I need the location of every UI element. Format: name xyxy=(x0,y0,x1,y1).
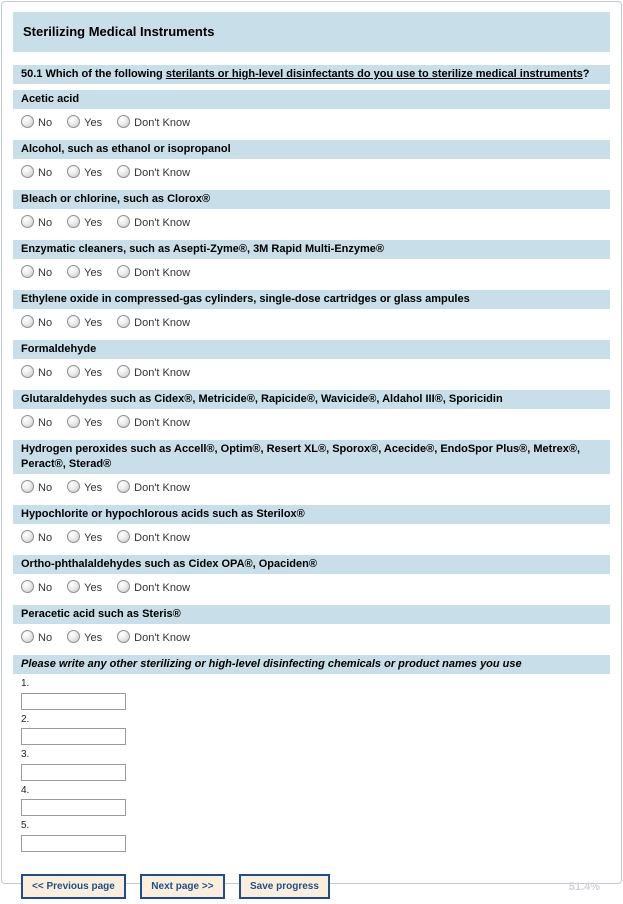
write-in-input-3[interactable] xyxy=(21,764,126,781)
radio-yes[interactable] xyxy=(67,267,102,279)
radio-label: Yes xyxy=(84,482,103,494)
radio-label: Yes xyxy=(84,632,103,644)
radio-label: No xyxy=(38,367,53,379)
radio-label: Yes xyxy=(84,582,103,594)
radio-no[interactable] xyxy=(21,582,52,594)
question-item-glutaraldehydes xyxy=(13,390,610,434)
radio-button-icon[interactable] xyxy=(21,265,34,278)
radio-row xyxy=(13,359,610,384)
radio-no[interactable] xyxy=(21,117,52,129)
previous-page-button[interactable]: << Previous page xyxy=(21,874,126,899)
question-item-acetic-acid xyxy=(13,90,610,134)
radio-button-icon[interactable] xyxy=(21,165,34,178)
field-number: 4. xyxy=(21,784,30,796)
next-page-button[interactable]: Next page >> xyxy=(140,874,224,899)
radio-yes[interactable] xyxy=(67,167,102,179)
radio-label: Don't Know xyxy=(134,167,191,179)
write-in-section xyxy=(13,655,610,852)
radio-row xyxy=(13,574,610,599)
item-header: Hydrogen peroxides such as Accell®, Optim®, Resert XL®, Sporox®, Acecide®, EndoSpor Plus®, Metrex®, Peract®, Sterad® xyxy=(13,440,610,474)
radio-button-icon[interactable] xyxy=(117,630,130,643)
question-item-hypochlorite xyxy=(13,505,610,549)
progress-percent: 51.4% xyxy=(568,880,600,893)
save-progress-button[interactable]: Save progress xyxy=(239,874,330,899)
radio-label: Yes xyxy=(84,167,103,179)
radio-dont-know[interactable] xyxy=(117,267,190,279)
radio-no[interactable] xyxy=(21,367,52,379)
radio-button-icon[interactable] xyxy=(67,215,80,228)
radio-button-icon[interactable] xyxy=(67,265,80,278)
radio-button-icon[interactable] xyxy=(117,265,130,278)
write-in-header: Please write any other sterilizing or high-level disinfecting chemicals or product names you use xyxy=(13,655,610,674)
radio-button-icon[interactable] xyxy=(21,365,34,378)
write-in-input-4[interactable] xyxy=(21,799,126,816)
radio-dont-know[interactable] xyxy=(117,417,190,429)
footer-nav xyxy=(13,874,610,904)
question-prefix: 50.1 Which of the following xyxy=(21,68,166,80)
write-in-field xyxy=(13,714,610,746)
radio-yes[interactable] xyxy=(67,367,102,379)
item-header: Alcohol, such as ethanol or isopropanol xyxy=(13,140,610,159)
radio-label: Yes xyxy=(84,117,103,129)
radio-button-icon[interactable] xyxy=(67,580,80,593)
radio-dont-know[interactable] xyxy=(117,582,190,594)
item-header: Ethylene oxide in compressed-gas cylinders, single-dose cartridges or glass ampules xyxy=(13,290,610,309)
question-item-ortho-phthalaldehydes xyxy=(13,555,610,599)
radio-button-icon[interactable] xyxy=(67,165,80,178)
question-item-peracetic-acid xyxy=(13,605,610,649)
write-in-field xyxy=(13,678,610,710)
radio-row xyxy=(13,474,610,499)
radio-no[interactable] xyxy=(21,632,52,644)
radio-row xyxy=(13,524,610,549)
radio-row xyxy=(13,259,610,284)
radio-no[interactable] xyxy=(21,267,52,279)
radio-label: Yes xyxy=(84,532,103,544)
radio-yes[interactable] xyxy=(67,482,102,494)
radio-label: Yes xyxy=(84,317,103,329)
radio-label: No xyxy=(38,482,53,494)
radio-label: Don't Know xyxy=(134,632,191,644)
radio-dont-know[interactable] xyxy=(117,632,190,644)
radio-label: No xyxy=(38,632,53,644)
question-suffix: ? xyxy=(582,68,590,80)
radio-button-icon[interactable] xyxy=(117,165,130,178)
radio-button-icon[interactable] xyxy=(67,530,80,543)
radio-row xyxy=(13,624,610,649)
radio-yes[interactable] xyxy=(67,632,102,644)
item-header: Glutaraldehydes such as Cidex®, Metricide®, Rapicide®, Wavicide®, Aldahol III®, Sporicidin xyxy=(13,390,610,409)
question-item-alcohol xyxy=(13,140,610,184)
radio-label: No xyxy=(38,532,53,544)
item-header: Acetic acid xyxy=(13,90,610,109)
radio-button-icon[interactable] xyxy=(117,480,130,493)
radio-label: No xyxy=(38,217,53,229)
radio-row xyxy=(13,159,610,184)
radio-no[interactable] xyxy=(21,417,52,429)
question-item-ethylene-oxide xyxy=(13,290,610,334)
radio-label: Yes xyxy=(84,417,103,429)
radio-label: Don't Know xyxy=(134,367,191,379)
write-in-input-2[interactable] xyxy=(21,728,126,745)
radio-dont-know[interactable] xyxy=(117,317,190,329)
radio-button-icon[interactable] xyxy=(117,530,130,543)
radio-no[interactable] xyxy=(21,317,52,329)
radio-dont-know[interactable] xyxy=(117,367,190,379)
radio-label: No xyxy=(38,417,53,429)
radio-label: Yes xyxy=(84,367,103,379)
radio-row xyxy=(13,309,610,334)
item-header: Bleach or chlorine, such as Clorox® xyxy=(13,190,610,209)
radio-button-icon[interactable] xyxy=(67,315,80,328)
field-number: 2. xyxy=(21,713,30,725)
question-item-bleach xyxy=(13,190,610,234)
radio-button-icon[interactable] xyxy=(117,315,130,328)
write-in-input-5[interactable] xyxy=(21,835,126,852)
field-number: 3. xyxy=(21,749,30,760)
radio-row xyxy=(13,409,610,434)
radio-yes[interactable] xyxy=(67,532,102,544)
item-header: Hypochlorite or hypochlorous acids such as Sterilox® xyxy=(13,505,610,524)
radio-label: Don't Know xyxy=(134,582,191,594)
radio-button-icon[interactable] xyxy=(21,115,34,128)
field-number: 1. xyxy=(21,678,30,689)
question-50-1 xyxy=(13,65,610,84)
write-in-field xyxy=(13,785,610,817)
radio-label: Don't Know xyxy=(134,532,191,544)
page-title-text: Sterilizing Medical Instruments xyxy=(23,24,215,39)
write-in-field xyxy=(13,820,610,852)
radio-button-icon[interactable] xyxy=(117,415,130,428)
radio-label: No xyxy=(38,117,53,129)
radio-label: Don't Know xyxy=(134,217,191,229)
radio-button-icon[interactable] xyxy=(67,365,80,378)
radio-dont-know[interactable] xyxy=(117,482,190,494)
radio-button-icon[interactable] xyxy=(21,480,34,493)
write-in-input-1[interactable] xyxy=(21,693,126,710)
item-header: Ortho-phthalaldehydes such as Cidex OPA®, Opaciden® xyxy=(13,555,610,574)
item-header: Peracetic acid such as Steris® xyxy=(13,605,610,624)
survey-page xyxy=(1,1,622,893)
radio-yes[interactable] xyxy=(67,317,102,329)
item-header: Enzymatic cleaners, such as Asepti-Zyme®, 3M Rapid Multi-Enzyme® xyxy=(13,240,610,259)
radio-button-icon[interactable] xyxy=(117,215,130,228)
radio-row xyxy=(13,209,610,234)
radio-yes[interactable] xyxy=(67,117,102,129)
radio-button-icon[interactable] xyxy=(21,630,34,643)
radio-label: No xyxy=(38,267,53,279)
radio-label: Don't Know xyxy=(134,117,191,129)
radio-label: Don't Know xyxy=(134,417,191,429)
radio-button-icon[interactable] xyxy=(117,580,130,593)
field-number: 5. xyxy=(21,820,30,831)
radio-dont-know[interactable] xyxy=(117,167,190,179)
radio-label: No xyxy=(38,582,53,594)
radio-no[interactable] xyxy=(21,167,52,179)
radio-button-icon[interactable] xyxy=(21,315,34,328)
radio-no[interactable] xyxy=(21,217,52,229)
radio-yes[interactable] xyxy=(67,417,102,429)
radio-label: Yes xyxy=(84,217,103,229)
radio-yes[interactable] xyxy=(67,582,102,594)
radio-button-icon[interactable] xyxy=(67,630,80,643)
question-item-enzymatic-cleaners xyxy=(13,240,610,284)
radio-label: No xyxy=(38,167,53,179)
write-in-field xyxy=(13,749,610,781)
radio-yes[interactable] xyxy=(67,217,102,229)
radio-button-icon[interactable] xyxy=(67,115,80,128)
radio-button-icon[interactable] xyxy=(117,115,130,128)
question-item-formaldehyde xyxy=(13,340,610,384)
radio-dont-know[interactable] xyxy=(117,117,190,129)
radio-button-icon[interactable] xyxy=(21,580,34,593)
radio-button-icon[interactable] xyxy=(67,480,80,493)
radio-label: No xyxy=(38,317,53,329)
radio-button-icon[interactable] xyxy=(117,365,130,378)
radio-button-icon[interactable] xyxy=(21,415,34,428)
radio-no[interactable] xyxy=(21,482,52,494)
question-underlined: sterilants or high-level disinfectants do you use to sterilize medical instruments xyxy=(165,68,583,80)
radio-button-icon[interactable] xyxy=(21,215,34,228)
radio-label: Don't Know xyxy=(134,267,191,279)
question-item-hydrogen-peroxides xyxy=(13,440,610,499)
radio-row xyxy=(13,109,610,134)
radio-dont-know[interactable] xyxy=(117,217,190,229)
radio-button-icon[interactable] xyxy=(67,415,80,428)
page-title xyxy=(13,12,610,52)
radio-dont-know[interactable] xyxy=(117,532,190,544)
radio-button-icon[interactable] xyxy=(21,530,34,543)
radio-label: Don't Know xyxy=(134,482,191,494)
item-header: Formaldehyde xyxy=(13,340,610,359)
radio-no[interactable] xyxy=(21,532,52,544)
radio-label: Don't Know xyxy=(134,317,191,329)
radio-label: Yes xyxy=(84,267,103,279)
